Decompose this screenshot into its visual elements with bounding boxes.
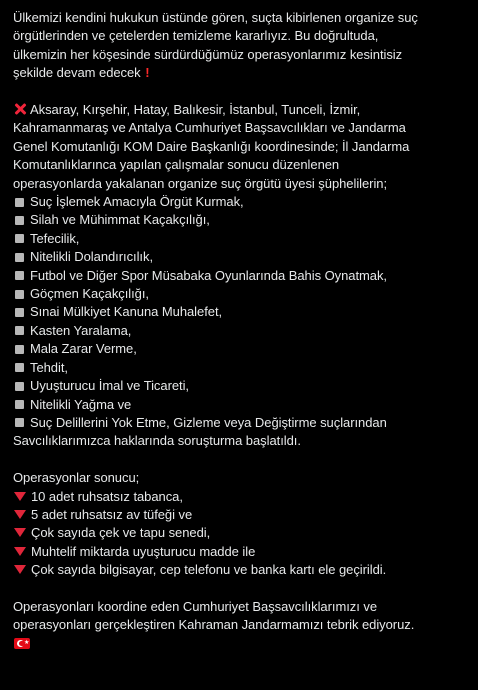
list-item	[13, 414, 466, 432]
operation-line: Genel Komutanlığı KOM Daire Başkanlığı koordinesinde; İl Jandarma	[13, 138, 410, 154]
crime-label: Nitelikli Dolandırıcılık,	[30, 249, 154, 265]
square-bullet-icon	[15, 345, 24, 354]
spacer	[13, 83, 466, 101]
intro-line-last	[13, 64, 466, 82]
square-bullet-icon	[15, 216, 24, 225]
list-item	[13, 303, 466, 321]
list-item	[13, 285, 466, 303]
red-exclamation-icon: !	[145, 65, 150, 81]
list-item	[13, 561, 466, 579]
red-triangle-down-icon	[14, 510, 26, 519]
closing-line: operasyonları gerçekleştiren Kahraman Jandarmamızı tebrik ediyoruz.	[13, 617, 415, 633]
red-triangle-down-icon	[14, 547, 26, 556]
cross-mark-icon	[14, 103, 26, 115]
list-item	[13, 488, 466, 506]
results-list	[13, 488, 466, 580]
intro-line: Ülkemizi kendini hukukun üstünde gören, suçta kibirlenen organize suç	[13, 10, 418, 25]
spacer	[13, 580, 466, 598]
list-item	[13, 543, 466, 561]
red-triangle-down-icon	[14, 528, 26, 537]
operation-line: Kahramanmaraş ve Antalya Cumhuriyet Başsavcılıkları ve Jandarma	[13, 120, 406, 136]
crime-label: Silah ve Mühimmat Kaçakçılığı,	[30, 212, 210, 228]
square-bullet-icon	[15, 308, 24, 317]
square-bullet-icon	[15, 198, 24, 207]
crime-label: Suç İşlemek Amacıyla Örgüt Kurmak,	[30, 194, 244, 210]
crime-label: Sınai Mülkiyet Kanuna Muhalefet,	[30, 304, 223, 320]
intro-line-text: şekilde devam edecek	[13, 65, 141, 81]
crime-label: Göçmen Kaçakçılığı,	[30, 286, 149, 302]
result-label: Muhtelif miktarda uyuşturucu madde ile	[31, 543, 256, 559]
operation-line: operasyonlarda yakalanan organize suç örgütü üyesi şüphelilerin;	[13, 175, 388, 191]
list-item	[13, 248, 466, 266]
crime-label: Kasten Yaralama,	[30, 322, 132, 338]
closing-flag-line	[13, 635, 466, 653]
operation-line: Komutanlıklarınca yapılan çalışmalar sonucu düzenlenen	[13, 157, 340, 173]
square-bullet-icon	[15, 382, 24, 391]
list-item	[13, 322, 466, 340]
square-bullet-icon	[15, 418, 24, 427]
results-heading: Operasyonlar sonucu;	[13, 470, 140, 486]
list-item	[13, 230, 466, 248]
list-item	[13, 340, 466, 358]
list-item	[13, 211, 466, 229]
crime-label: Uyuşturucu İmal ve Ticareti,	[30, 378, 189, 394]
crime-label: Tefecilik,	[30, 230, 80, 246]
square-bullet-icon	[15, 253, 24, 262]
square-bullet-icon	[15, 290, 24, 299]
square-bullet-icon	[15, 363, 24, 372]
operation-line-first	[13, 101, 466, 119]
list-item	[13, 396, 466, 414]
crime-label: Tehdit,	[30, 359, 68, 375]
result-label: 10 adet ruhsatsız tabanca,	[31, 488, 183, 504]
list-item	[13, 359, 466, 377]
result-label: Çok sayıda çek ve tapu senedi,	[31, 525, 211, 541]
intro-line: örgütlerinden ve çetelerden temizleme kararlıyız. Bu doğrultuda,	[13, 28, 379, 44]
result-label: 5 adet ruhsatsız av tüfeği ve	[31, 506, 193, 522]
crime-label: Suç Delillerini Yok Etme, Gizleme veya Değiştirme suçlarından	[30, 414, 387, 430]
list-item	[13, 377, 466, 395]
operation-line-text: Aksaray, Kırşehir, Hatay, Balıkesir, İstanbul, Tunceli, İzmir,	[30, 102, 361, 118]
list-item	[13, 267, 466, 285]
list-item	[13, 193, 466, 211]
turkey-flag-icon: ★	[14, 638, 30, 649]
square-bullet-icon	[15, 271, 24, 280]
closing-line: Operasyonları koordine eden Cumhuriyet Başsavcılıklarımızı ve	[13, 598, 377, 614]
red-triangle-down-icon	[14, 565, 26, 574]
crime-label: Nitelikli Yağma ve	[30, 396, 132, 412]
red-triangle-down-icon	[14, 492, 26, 501]
closing-paragraph	[13, 598, 466, 653]
square-bullet-icon	[15, 326, 24, 335]
spacer	[13, 451, 466, 469]
list-item	[13, 524, 466, 542]
operation-paragraph	[13, 101, 466, 193]
list-item	[13, 506, 466, 524]
square-bullet-icon	[15, 400, 24, 409]
intro-paragraph	[13, 9, 466, 83]
crime-label: Futbol ve Diğer Spor Müsabaka Oyunlarında Bahis Oynatmak,	[30, 267, 387, 283]
square-bullet-icon	[15, 234, 24, 243]
intro-line: ülkemizin her köşesinde sürdürdüğümüz operasyonlarımız kesintisiz	[13, 46, 403, 62]
crimes-list	[13, 193, 466, 432]
crime-label: Mala Zarar Verme,	[30, 341, 137, 357]
crimes-tail: Savcılıklarımızca haklarında soruşturma başlatıldı.	[13, 433, 301, 449]
result-label: Çok sayıda bilgisayar, cep telefonu ve banka kartı ele geçirildi.	[31, 562, 387, 578]
